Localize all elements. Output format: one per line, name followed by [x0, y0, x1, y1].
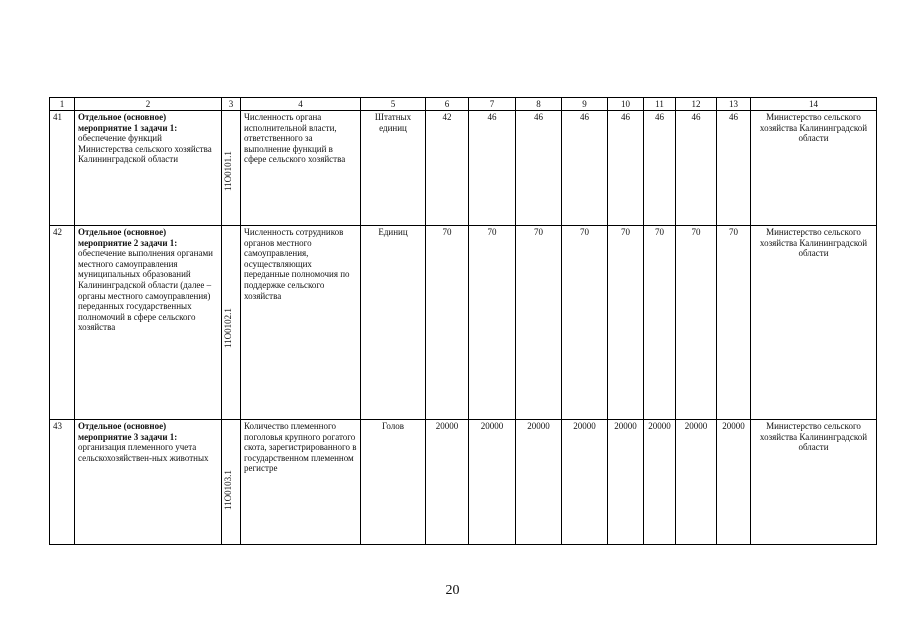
column-header: 4: [241, 98, 361, 111]
value-cell: 20000: [717, 420, 751, 545]
unit-cell: Голов: [361, 420, 426, 545]
column-header: 9: [562, 98, 608, 111]
activity-code: 11О0103.1: [223, 470, 233, 510]
responsible-cell: Министерство сельского хозяйства Калининградской области: [751, 420, 877, 545]
header-row: [50, 98, 877, 111]
value-cell: 46: [516, 111, 562, 226]
value-cell: 20000: [426, 420, 469, 545]
row-number: 42: [50, 226, 75, 420]
table-row: [50, 420, 877, 545]
value-cell: 70: [717, 226, 751, 420]
unit-cell: Штатных единиц: [361, 111, 426, 226]
value-cell: 20000: [644, 420, 676, 545]
indicators-table: [49, 97, 877, 545]
indicator-cell: Численность сотрудников органов местного самоуправления, осуществляющих переданные полномочия по поддержке сельского хозяйства: [241, 226, 361, 420]
activity-code: 11О0102.1: [223, 308, 233, 348]
column-header: 3: [222, 98, 241, 111]
activity-description: обеспечение функций Министерства сельского хозяйства Калининградской области: [78, 133, 212, 165]
column-header: 6: [426, 98, 469, 111]
column-header: 2: [75, 98, 222, 111]
activity-cell: [75, 111, 222, 226]
activity-cell: [75, 420, 222, 545]
value-cell: 46: [469, 111, 516, 226]
value-cell: 20000: [676, 420, 717, 545]
value-cell: 70: [676, 226, 717, 420]
indicator-cell: Численность органа исполнительной власти, ответственного за выполнение функций в сфере сельского хозяйства: [241, 111, 361, 226]
activity-cell: [75, 226, 222, 420]
code-cell: [222, 420, 241, 545]
indicator-cell: Количество племенного поголовья крупного рогатого скота, зарегистрированного в государственном племенном регистре: [241, 420, 361, 545]
value-cell: 70: [608, 226, 644, 420]
value-cell: 46: [562, 111, 608, 226]
value-cell: 70: [426, 226, 469, 420]
value-cell: 20000: [562, 420, 608, 545]
value-cell: 46: [717, 111, 751, 226]
column-header: 7: [469, 98, 516, 111]
column-header: 5: [361, 98, 426, 111]
value-cell: 20000: [469, 420, 516, 545]
value-cell: 46: [644, 111, 676, 226]
activity-title: Отдельное (основное) мероприятие 3 задачи 1:: [78, 421, 178, 442]
column-header: 1: [50, 98, 75, 111]
value-cell: 70: [644, 226, 676, 420]
activity-title: Отдельное (основное) мероприятие 1 задачи 1:: [78, 112, 178, 133]
column-header: 13: [717, 98, 751, 111]
column-header: 12: [676, 98, 717, 111]
column-header: 10: [608, 98, 644, 111]
responsible-cell: Министерство сельского хозяйства Калининградской области: [751, 226, 877, 420]
unit-cell: Единиц: [361, 226, 426, 420]
value-cell: 42: [426, 111, 469, 226]
value-cell: 70: [516, 226, 562, 420]
row-number: 43: [50, 420, 75, 545]
value-cell: 46: [676, 111, 717, 226]
value-cell: 70: [562, 226, 608, 420]
column-header: 14: [751, 98, 877, 111]
responsible-cell: Министерство сельского хозяйства Калининградской области: [751, 111, 877, 226]
column-header: 8: [516, 98, 562, 111]
column-header: 11: [644, 98, 676, 111]
code-cell: [222, 226, 241, 420]
table-row: [50, 111, 877, 226]
activity-description: организация племенного учета сельскохозяйствен-ных животных: [78, 442, 209, 463]
table-row: [50, 226, 877, 420]
row-number: 41: [50, 111, 75, 226]
activity-title: Отдельное (основное) мероприятие 2 задачи 1:: [78, 227, 178, 248]
value-cell: 20000: [608, 420, 644, 545]
activity-code: 11О0101.1: [223, 151, 233, 191]
activity-description: обеспечение выполнения органами местного самоуправления муниципальных образований Калининградской области (далее – органы местного самоуправления) переданных государственных полномочий в сфере сельского хозяйства: [78, 248, 213, 333]
page-number: 20: [445, 583, 460, 598]
value-cell: 46: [608, 111, 644, 226]
value-cell: 70: [469, 226, 516, 420]
value-cell: 20000: [516, 420, 562, 545]
code-cell: [222, 111, 241, 226]
